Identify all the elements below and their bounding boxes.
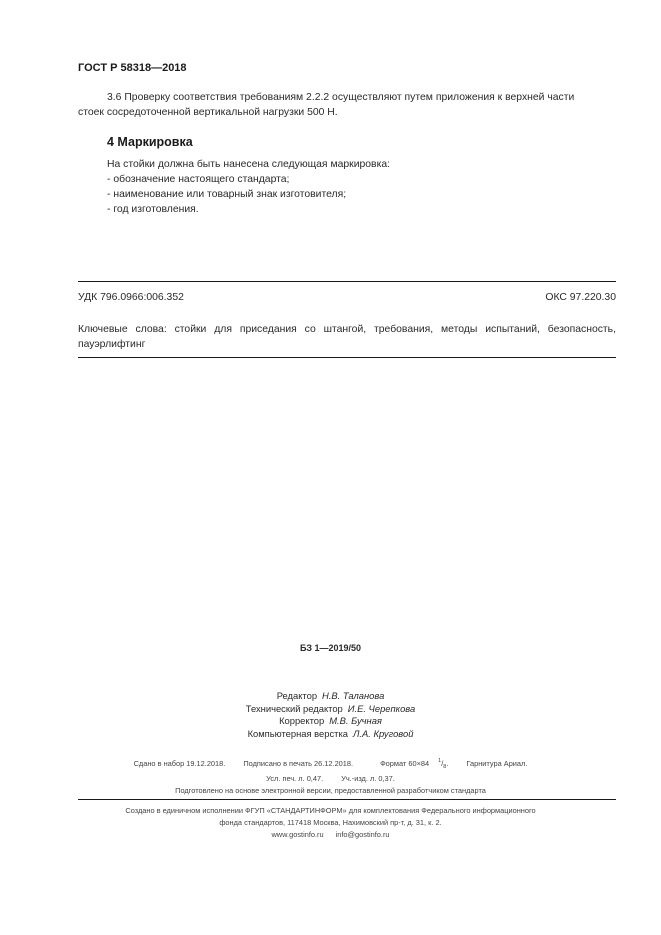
signed-date: Подписано в печать 26.12.2018. [243, 759, 354, 768]
staff-role: Компьютерная верстка [247, 727, 348, 739]
divider-footer [78, 799, 616, 800]
divider-bottom [78, 357, 616, 358]
imprint-sheets [0, 773, 661, 785]
website-link[interactable]: www.gostinfo.ru [271, 830, 324, 839]
clause-3-6-line1: 3.6 Проверку соответствия требованиям 2.2.2 осуществляют путем приложения к верхней части [107, 92, 575, 103]
staff-role: Редактор [276, 690, 318, 701]
clause-3-6-line2: стоек сосредоточенной вертикальной нагрузки 500 Н. [78, 107, 338, 118]
staff-name: М.В. Бучная [329, 715, 382, 726]
staff-name: Н.В. Таланова [322, 690, 385, 701]
footer-line1: Создано в единичном исполнении ФГУП «СТАНДАРТИНФОРМ» для комплектования Федерального информационного [125, 806, 536, 815]
bz-number: БЗ 1—2019/50 [299, 643, 362, 653]
clause-3-6 [78, 90, 616, 120]
submitted-date: Сдано в набор 19.12.2018. [133, 759, 226, 768]
marking-item: - год изготовления. [107, 204, 199, 215]
publisher-footer [0, 805, 661, 841]
section-4-title: 4 Маркировка [107, 135, 193, 149]
marking-intro: На стойки должна быть нанесена следующая маркировка: [107, 159, 391, 170]
staff-name: Л.А. Круговой [352, 727, 414, 739]
footer-line2: фонда стандартов, 117418 Москва, Нахимовский пр-т, д. 31, к. 2. [219, 818, 442, 827]
marking-item: - обозначение настоящего стандарта; [107, 174, 290, 185]
staff-row [0, 715, 661, 728]
divider-top [78, 281, 616, 282]
imprint [0, 755, 661, 797]
paper-format: Формат 60×84 $^1/_8$. [380, 758, 449, 770]
staff-name: И.Е. Черепкова [347, 702, 416, 714]
staff-credits [0, 690, 661, 740]
marking-list [107, 157, 390, 217]
staff-row [0, 690, 661, 703]
standard-code: ГОСТ Р 58318—2018 [78, 62, 187, 74]
udk-code: УДК 796.0966:006.352 [78, 292, 184, 303]
imprint-dates [0, 755, 661, 773]
staff-role: Технический редактор [245, 702, 343, 714]
email-link[interactable]: info@gostinfo.ru [335, 830, 390, 839]
print-sheets: Усл. печ. л. 0,47. [266, 774, 324, 783]
oks-code: ОКС 97.220.30 [545, 292, 616, 303]
staff-role: Корректор [279, 715, 325, 726]
pub-sheets: Уч.-изд. л. 0,37. [341, 774, 395, 783]
marking-item: - наименование или товарный знак изготовителя; [107, 189, 347, 200]
staff-row [0, 728, 661, 741]
footer-links [0, 829, 661, 841]
prepared-note: Подготовлено на основе электронной версии, предоставленной разработчиком стандарта [175, 786, 486, 795]
staff-row [0, 703, 661, 716]
typeface: Гарнитура Ариал. [466, 759, 528, 768]
keywords: Ключевые слова: стойки для приседания со штангой, требования, методы испытаний, безопасность, пауэрлифтинг [78, 324, 616, 350]
